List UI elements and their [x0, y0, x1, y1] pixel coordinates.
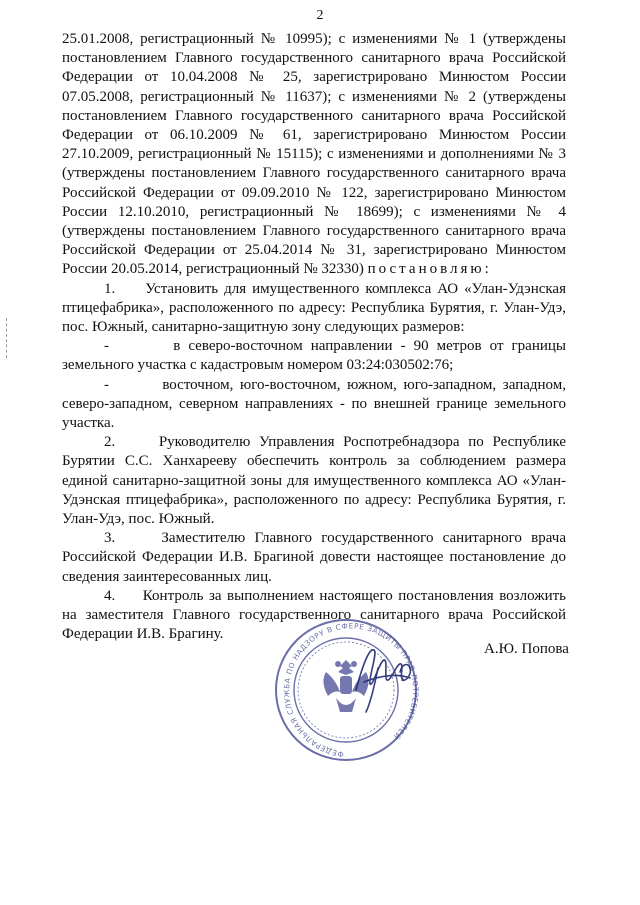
item-3 — [62, 529, 566, 587]
official-seal — [268, 612, 468, 762]
item-4-number: 4. — [104, 587, 116, 604]
item-dash-2-marker: - — [104, 376, 109, 393]
document-body — [62, 30, 566, 645]
item-2-text: Руководителю Управления Роспотребнадзора по Республике Бурятии С.С. Ханхарееву обеспечить контроль за соблюдением размера единой санитарно-защитной зоны для имущественного комплекса АО «Улан-Удэнская птицефабрика», расположенного по адресу: Республика Бурятия, г. Улан-Удэ, пос. Южный. — [62, 434, 566, 528]
item-3-text: Заместителю Главного государственного санитарного врача Российской Федерации И.В. Брагиной довести настоящее постановление до сведения заинтересованных лиц. — [62, 530, 566, 585]
postanovlyayu-word: постановляю: — [367, 261, 492, 278]
item-1-number: 1. — [104, 280, 116, 297]
item-2-number: 2. — [104, 434, 116, 451]
seal-stamp-icon — [268, 612, 468, 762]
item-dash-1 — [62, 337, 566, 375]
item-dash-2 — [62, 376, 566, 434]
item-3-number: 3. — [104, 530, 116, 547]
item-4-text: Контроль за выполнением настоящего постановления возложить на заместителя Главного государственного санитарного врача Российской Федерации И.В. Брагину. — [62, 587, 567, 643]
page-number: 2 — [316, 8, 324, 23]
item-dash-1-marker: - — [104, 338, 109, 355]
item-dash-1-text: в северо-восточном направлении - 90 метров от границы земельного участка с кадастровым номером 03:24:030502:76; — [62, 338, 567, 374]
item-1-text: Установить для имущественного комплекса АО «Улан-Удэнская птицефабрика», расположенного по адресу: Республика Бурятия, г. Улан-Удэ, пос. Южный, санитарно-защитную зону следующих размеров: — [62, 280, 566, 336]
item-2 — [62, 433, 566, 529]
margin-marks — [6, 318, 9, 358]
intro-paragraph — [62, 30, 566, 280]
seal-outer-text: ФЕДЕРАЛЬНАЯ СЛУЖБА ПО НАДЗОРУ В СФЕРЕ ЗАЩИТЫ ПРАВ ПОТРЕБИТЕЛЕЙ — [282, 621, 421, 760]
item-dash-2-text: восточном, юго-восточном, южном, юго-западном, западном, северо-западном, северном направлениях - по внешней границе земельного участка. — [62, 376, 566, 432]
signer-name: А.Ю. Попова — [484, 641, 569, 657]
intro-text: 25.01.2008, регистрационный № 10995); с изменениями № 1 (утверждены постановлением Главного государственного санитарного врача Российской Федерации от 10.04.2008 № 25, зарегистрировано Минюстом России 07.05.2008, регистрационный № 11637); с изменениями № 2 (утверждены постановлением Главного государственного санитарного врача Российской Федерации от 06.10.2009 № 61, зарегистрировано Минюстом России 27.10.2009, регистрационный № 15115); с изменениями и дополнениями № 3 (утверждены постановлением Главного государственного санитарного врача Российской Федерации от 09.09.2010 № 122, зарегистрировано Минюстом России 12.10.2010, регистрационный № 18699); с изменениями № 4 (утверждены постановлением Главного государственного санитарного врача Российской Федерации от 25.04.2014 № 31, зарегистрировано Минюстом России 20.05.2014, регистрационный № 32330) — [62, 31, 566, 278]
item-1 — [62, 280, 566, 338]
